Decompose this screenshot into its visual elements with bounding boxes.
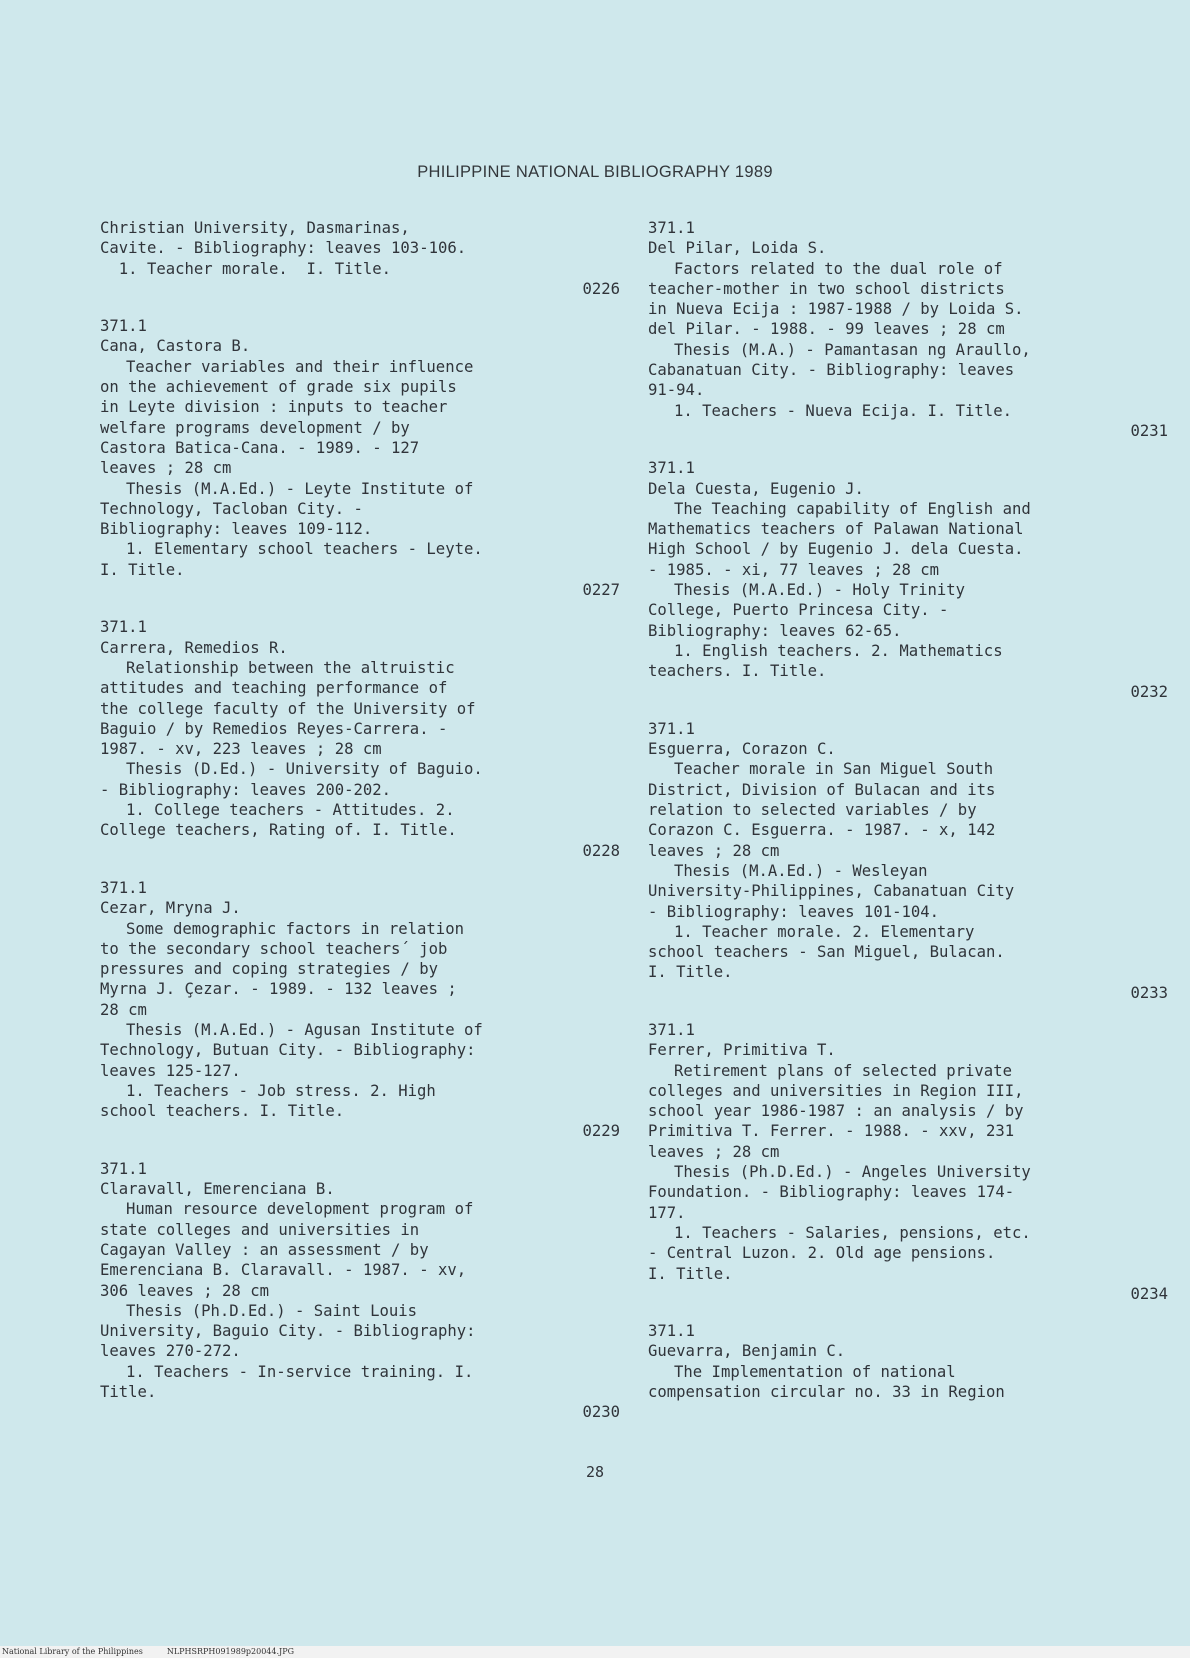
classification-number: 371.1: [100, 317, 147, 336]
left-entry-list: [100, 316, 620, 1422]
entry-number: 0231: [1130, 421, 1168, 440]
bibliography-entry: [100, 878, 620, 1142]
entry-note: Thesis (M.A.Ed.) - Leyte Institute of Technology, Tacloban City. - Bibliography: leaves 109-112.: [100, 479, 474, 539]
classification-number: 371.1: [648, 1020, 695, 1039]
entry-author: Esguerra, Corazon C.: [648, 740, 836, 759]
bibliography-entry: [648, 719, 1168, 1003]
page-header: PHILIPPINE NATIONAL BIBLIOGRAPHY 1989: [417, 163, 773, 181]
entry-subjects: 1. Teachers - In-service training. I. Title.: [100, 1362, 474, 1402]
entry-note: Thesis (M.A.) - Pamantasan ng Araullo, Cabanatuan City. - Bibliography: leaves 91-94.: [648, 340, 1031, 400]
classification-number: 371.1: [100, 878, 147, 897]
entry-note: Thesis (D.Ed.) - University of Baguio. - Bibliography: leaves 200-202.: [100, 760, 483, 799]
bibliography-entry: [100, 316, 620, 600]
entry-title-statement: Factors related to the dual role of teacher-mother in two school districts in Nueva Ecija : 1987-1988 / by Loida S. del Pilar. - 1988. - 99 leaves ; 28 cm: [648, 259, 1024, 339]
entry-title-statement: Teacher morale in San Miguel South District, Division of Bulacan and its relation to selected variables / by Corazon C. Esguerra. - 1987. - x, 142 leaves ; 28 cm: [648, 760, 996, 860]
entry-author: Guevarra, Benjamin C.: [648, 1342, 846, 1361]
classification-number: 371.1: [648, 459, 695, 478]
entry-author: Ferrer, Primitiva T.: [648, 1041, 836, 1060]
entry-subjects: 1. Teacher morale. 2. Elementary school teachers - San Miguel, Bulacan. I. Title.: [648, 922, 1005, 982]
bibliography-entry: [648, 1020, 1168, 1304]
entry-note: Thesis (Ph.D.Ed.) - Saint Louis University, Baguio City. - Bibliography: leaves 270-272.: [100, 1301, 476, 1361]
classification-number: 371.1: [100, 618, 147, 637]
left-column: [100, 218, 620, 1440]
entry-number: 0233: [1130, 983, 1168, 1002]
right-column: [648, 218, 1168, 1419]
entry-title-statement: Some demographic factors in relation to the secondary school teachers´ job pressures and coping strategies / by Myrna J. Çezar. - 1989. - 132 leaves ; 28 cm: [100, 919, 464, 1019]
continuation-line: Christian University, Dasmarinas,: [100, 219, 410, 237]
footer-file: NLPHSRPH091989p20044.JPG: [166, 1647, 294, 1656]
entry-number: 0230: [582, 1403, 620, 1422]
entry-title-statement: Human resource development program of state colleges and universities in Cagayan Valley : an assessment / by Emerenciana B. Claravall. - 1987. - xv, 306 leaves ; 28 cm: [100, 1200, 474, 1300]
entry-title-statement: Retirement plans of selected private colleges and universities in Region III, school year 1986-1987 : an analysis / by Primitiva T. Ferrer. - 1988. - xxv, 231 leaves ; 28 cm: [648, 1061, 1024, 1161]
classification-number: 371.1: [648, 1322, 695, 1341]
bibliography-entry: [648, 1321, 1168, 1402]
entry-author: Del Pilar, Loida S.: [648, 239, 827, 258]
entry-subjects: 1. Teachers - Nueva Ecija. I. Title.: [674, 401, 1012, 420]
entry-author: Cana, Castora B.: [100, 337, 251, 356]
entry-note: Thesis (M.A.Ed.) - Holy Trinity College, Puerto Princesa City. - Bibliography: leaves 62-65.: [648, 581, 966, 640]
classification-number: 371.1: [648, 719, 695, 738]
entry-subjects: 1. Teachers - Job stress. 2. High school teachers. I. Title.: [100, 1081, 436, 1121]
bibliography-entry: [100, 617, 620, 861]
entry-subjects: 1. Teachers - Salaries, pensions, etc. - Central Luzon. 2. Old age pensions. I. Title.: [648, 1223, 1031, 1283]
entry-author: Carrera, Remedios R.: [100, 638, 288, 657]
entry-note: Thesis (Ph.D.Ed.) - Angeles University Foundation. - Bibliography: leaves 174- 177.: [648, 1163, 1031, 1222]
scan-footer: [0, 1646, 1190, 1658]
entry-title-statement: The Teaching capability of English and Mathematics teachers of Palawan National High School / by Eugenio J. dela Cuesta. - 1985. - xi, 77 leaves ; 28 cm: [648, 499, 1031, 579]
entry-author: Claravall, Emerenciana B.: [100, 1180, 335, 1199]
entry-author: Cezar, Mryna J.: [100, 899, 241, 918]
entry-number: 0232: [1130, 682, 1168, 701]
continuation-entry: [100, 218, 620, 299]
entry-note: Thesis (M.A.Ed.) - Agusan Institute of Technology, Butuan City. - Bibliography: leaves 125-127.: [100, 1020, 483, 1080]
bibliography-entry: [648, 458, 1168, 702]
page-number: 28: [585, 1463, 605, 1481]
entry-subjects: 1. Elementary school teachers - Leyte. I. Title.: [100, 540, 483, 579]
continuation-line: 1. Teacher morale. I. Title.: [100, 259, 392, 278]
entry-subjects: 1. College teachers - Attitudes. 2. College teachers, Rating of. I. Title.: [100, 801, 457, 840]
footer-library: National Library of the Philippines: [2, 1647, 143, 1656]
entry-subjects: 1. English teachers. 2. Mathematics teachers. I. Title.: [648, 641, 1003, 681]
entry-title-statement: The Implementation of national compensation circular no. 33 in Region: [648, 1362, 1005, 1402]
entry-number: 0234: [1130, 1284, 1168, 1303]
bibliography-entry: [648, 218, 1168, 441]
entry-note: Thesis (M.A.Ed.) - Wesleyan University-Philippines, Cabanatuan City - Bibliography: leaves 101-104.: [648, 861, 1015, 921]
bibliography-entry: [100, 1159, 620, 1423]
entry-number: 0229: [582, 1122, 620, 1141]
classification-number: 371.1: [648, 219, 695, 237]
entry-number: 0228: [582, 841, 620, 860]
entry-author: Dela Cuesta, Eugenio J.: [648, 479, 864, 498]
entry-number: 0227: [582, 581, 620, 600]
entry-title-statement: Relationship between the altruistic attitudes and teaching performance of the college faculty of the University of Baguio / by Remedios Reyes-Carrera. - 1987. - xv, 223 leaves ; 28 cm: [100, 658, 476, 759]
entry-title-statement: Teacher variables and their influence on the achievement of grade six pupils in Leyte division : inputs to teacher welfare programs development / by Castora Batica-Cana. - 1989. - 127 leaves ; 28 cm: [100, 357, 474, 478]
entry-number: 0226: [582, 279, 620, 298]
right-entry-list: [648, 218, 1168, 1402]
continuation-line: Cavite. - Bibliography: leaves 103-106.: [100, 239, 467, 258]
classification-number: 371.1: [100, 1159, 147, 1178]
